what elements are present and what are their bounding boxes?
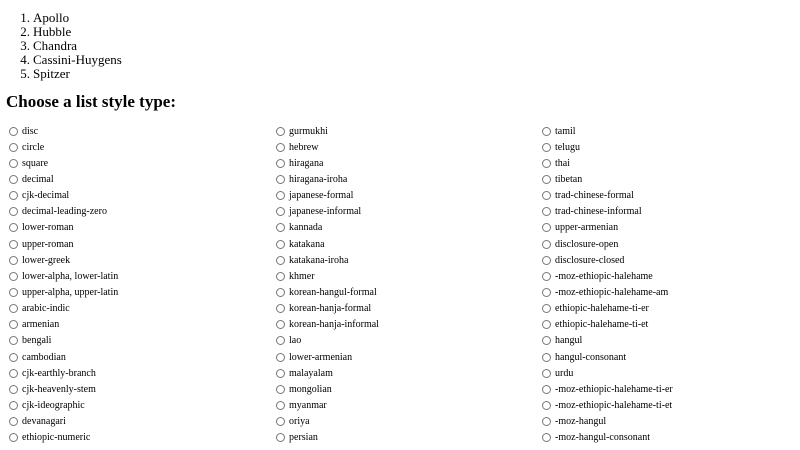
option-label: decimal-leading-zero — [22, 206, 107, 218]
radio-button[interactable] — [276, 191, 285, 200]
radio-button[interactable] — [276, 207, 285, 216]
list-style-option[interactable] — [542, 414, 673, 430]
option-label: decimal — [22, 173, 54, 185]
radio-button[interactable] — [542, 143, 551, 152]
list-style-option[interactable] — [9, 333, 118, 349]
radio-button[interactable] — [9, 288, 18, 297]
option-label: katakana — [289, 238, 325, 250]
option-label: hangul — [555, 335, 583, 347]
option-label: disclosure-closed — [555, 254, 625, 266]
sample-list-text: Apollo — [33, 10, 70, 25]
radio-button[interactable] — [276, 288, 285, 297]
option-label: bengali — [22, 335, 52, 347]
sample-list-text: Hubble — [33, 24, 72, 39]
list-style-option[interactable] — [9, 430, 118, 446]
radio-button[interactable] — [276, 433, 285, 442]
list-style-option[interactable] — [276, 397, 379, 413]
option-label: trad-chinese-formal — [555, 190, 634, 202]
list-style-option[interactable] — [542, 430, 673, 446]
radio-button[interactable] — [542, 353, 551, 362]
sample-list-text: Cassini-Huygens — [33, 52, 122, 67]
radio-button[interactable] — [276, 320, 285, 329]
list-style-option[interactable] — [9, 171, 118, 187]
radio-button[interactable] — [9, 191, 18, 200]
option-label: arabic-indic — [22, 303, 70, 315]
list-style-option[interactable] — [9, 349, 118, 365]
radio-button[interactable] — [276, 353, 285, 362]
radio-button[interactable] — [542, 433, 551, 442]
option-label: lower-roman — [22, 222, 74, 234]
radio-button[interactable] — [542, 320, 551, 329]
option-label: ethiopic-numeric — [22, 432, 91, 444]
radio-button[interactable] — [542, 207, 551, 216]
option-label: -moz-ethiopic-halehame — [555, 270, 653, 282]
option-label: -moz-ethiopic-halehame-ti-et — [555, 399, 673, 411]
list-style-option[interactable] — [276, 123, 379, 139]
radio-button[interactable] — [542, 336, 551, 345]
option-label: thai — [555, 157, 570, 169]
list-style-option[interactable] — [9, 381, 118, 397]
list-style-option[interactable] — [542, 171, 673, 187]
list-style-option[interactable] — [276, 268, 379, 284]
list-style-option[interactable] — [9, 301, 118, 317]
radio-button[interactable] — [9, 433, 18, 442]
radio-button[interactable] — [276, 159, 285, 168]
sample-list-item — [18, 67, 122, 81]
radio-button[interactable] — [542, 385, 551, 394]
option-label: lower-alpha, lower-latin — [22, 270, 119, 282]
list-style-option[interactable] — [9, 252, 118, 268]
list-style-option[interactable] — [276, 381, 379, 397]
option-label: urdu — [555, 367, 574, 379]
option-label: devanagari — [22, 416, 66, 428]
list-style-option[interactable] — [276, 220, 379, 236]
radio-button[interactable] — [276, 304, 285, 313]
option-label: hiragana-iroha — [289, 173, 348, 185]
radio-button[interactable] — [9, 127, 18, 136]
radio-button[interactable] — [276, 256, 285, 265]
list-style-option[interactable] — [542, 155, 673, 171]
option-label: cjk-decimal — [22, 190, 70, 202]
list-style-option[interactable] — [542, 268, 673, 284]
list-style-option[interactable] — [276, 349, 379, 365]
option-label: cjk-heavenly-stem — [22, 383, 96, 395]
option-label: cjk-earthly-branch — [22, 367, 96, 379]
list-style-option[interactable] — [542, 252, 673, 268]
list-marker: 5. — [20, 66, 30, 81]
option-label: katakana-iroha — [289, 254, 349, 266]
radio-button[interactable] — [9, 143, 18, 152]
sample-list-item — [18, 39, 122, 53]
radio-button[interactable] — [9, 336, 18, 345]
option-label: cjk-ideographic — [22, 399, 85, 411]
radio-button[interactable] — [9, 320, 18, 329]
sample-list-text: Spitzer — [33, 66, 70, 81]
radio-button[interactable] — [542, 175, 551, 184]
radio-button[interactable] — [276, 385, 285, 394]
list-style-option[interactable] — [542, 220, 673, 236]
list-style-option[interactable] — [9, 236, 118, 252]
option-label: japanese-formal — [289, 190, 354, 202]
list-style-option[interactable] — [542, 397, 673, 413]
radio-button[interactable] — [9, 159, 18, 168]
radio-button[interactable] — [276, 240, 285, 249]
option-label: ethiopic-halehame-ti-er — [555, 303, 649, 315]
list-style-option[interactable] — [9, 220, 118, 236]
options-column-1 — [9, 123, 118, 446]
radio-button[interactable] — [9, 417, 18, 426]
list-style-option[interactable] — [276, 204, 379, 220]
radio-button[interactable] — [542, 417, 551, 426]
option-label: -moz-ethiopic-halehame-ti-er — [555, 383, 673, 395]
list-style-option[interactable] — [276, 155, 379, 171]
list-style-option[interactable] — [542, 381, 673, 397]
sample-list-text: Chandra — [33, 38, 78, 53]
radio-button[interactable] — [9, 207, 18, 216]
option-label: myanmar — [289, 399, 327, 411]
option-label: tamil — [555, 125, 576, 137]
radio-button[interactable] — [276, 143, 285, 152]
list-style-option[interactable] — [9, 317, 118, 333]
list-style-option[interactable] — [276, 139, 379, 155]
option-label: khmer — [289, 270, 315, 282]
option-label: armenian — [22, 319, 60, 331]
list-style-option[interactable] — [9, 188, 118, 204]
list-style-option[interactable] — [9, 414, 118, 430]
radio-button[interactable] — [542, 256, 551, 265]
option-label: -moz-ethiopic-halehame-am — [555, 286, 669, 298]
option-label: upper-roman — [22, 238, 74, 250]
list-style-option[interactable] — [9, 123, 118, 139]
radio-button[interactable] — [9, 256, 18, 265]
list-style-option[interactable] — [276, 333, 379, 349]
list-style-option[interactable] — [542, 365, 673, 381]
option-label: hiragana — [289, 157, 324, 169]
list-style-option[interactable] — [542, 123, 673, 139]
radio-button[interactable] — [276, 336, 285, 345]
radio-button[interactable] — [542, 159, 551, 168]
radio-button[interactable] — [9, 304, 18, 313]
option-label: lower-armenian — [289, 351, 353, 363]
radio-button[interactable] — [542, 288, 551, 297]
radio-button[interactable] — [542, 401, 551, 410]
option-label: -moz-hangul-consonant — [555, 432, 650, 444]
list-style-option[interactable] — [276, 171, 379, 187]
list-marker: 4. — [20, 52, 30, 67]
option-label: cambodian — [22, 351, 66, 363]
list-style-option[interactable] — [542, 349, 673, 365]
list-style-option[interactable] — [276, 414, 379, 430]
option-label: mongolian — [289, 383, 332, 395]
list-style-option[interactable] — [542, 236, 673, 252]
radio-button[interactable] — [276, 417, 285, 426]
list-style-option[interactable] — [276, 252, 379, 268]
list-style-option[interactable] — [276, 236, 379, 252]
radio-button[interactable] — [276, 272, 285, 281]
option-label: japanese-informal — [289, 206, 362, 218]
radio-button[interactable] — [542, 272, 551, 281]
list-style-option[interactable] — [9, 365, 118, 381]
list-style-option[interactable] — [542, 284, 673, 300]
sample-list — [18, 11, 122, 81]
list-style-option[interactable] — [9, 284, 118, 300]
radio-button[interactable] — [9, 175, 18, 184]
option-label: telugu — [555, 141, 580, 153]
list-style-option[interactable] — [542, 188, 673, 204]
list-marker: 1. — [20, 10, 30, 25]
sample-list-item — [18, 11, 122, 25]
list-style-option[interactable] — [542, 139, 673, 155]
radio-button[interactable] — [542, 240, 551, 249]
list-style-option[interactable] — [276, 430, 379, 446]
option-label: circle — [22, 141, 45, 153]
list-style-option[interactable] — [542, 333, 673, 349]
options-column-3 — [542, 123, 673, 446]
option-label: kannada — [289, 222, 323, 234]
radio-button[interactable] — [276, 223, 285, 232]
option-label: ethiopic-halehame-ti-et — [555, 319, 649, 331]
list-style-option[interactable] — [9, 268, 118, 284]
sample-list-item — [18, 25, 122, 39]
list-style-option[interactable] — [9, 155, 118, 171]
option-label: lower-greek — [22, 254, 71, 266]
page-heading: Choose a list style type: — [6, 92, 176, 111]
radio-button[interactable] — [542, 304, 551, 313]
radio-button[interactable] — [542, 369, 551, 378]
option-label: gurmukhi — [289, 125, 328, 137]
radio-button[interactable] — [9, 385, 18, 394]
radio-button[interactable] — [276, 401, 285, 410]
radio-button[interactable] — [276, 175, 285, 184]
option-label: malayalam — [289, 367, 333, 379]
radio-button[interactable] — [542, 191, 551, 200]
radio-button[interactable] — [9, 369, 18, 378]
list-style-option[interactable] — [9, 397, 118, 413]
option-label: -moz-hangul — [555, 416, 607, 428]
option-label: square — [22, 157, 49, 169]
list-style-option[interactable] — [276, 317, 379, 333]
option-label: hangul-consonant — [555, 351, 627, 363]
list-style-option[interactable] — [9, 204, 118, 220]
option-label: oriya — [289, 416, 310, 428]
list-style-option[interactable] — [276, 188, 379, 204]
list-style-option[interactable] — [9, 139, 118, 155]
radio-button[interactable] — [542, 127, 551, 136]
radio-button[interactable] — [276, 369, 285, 378]
sample-list-item — [18, 53, 122, 67]
option-label: disc — [22, 125, 39, 137]
list-style-option[interactable] — [542, 204, 673, 220]
option-label: korean-hanja-informal — [289, 319, 379, 331]
list-marker: 2. — [20, 24, 30, 39]
radio-button[interactable] — [542, 223, 551, 232]
option-label: trad-chinese-informal — [555, 206, 642, 218]
radio-button[interactable] — [9, 353, 18, 362]
option-label: upper-armenian — [555, 222, 619, 234]
radio-button[interactable] — [9, 401, 18, 410]
radio-button[interactable] — [9, 240, 18, 249]
list-style-option[interactable] — [276, 365, 379, 381]
option-label: disclosure-open — [555, 238, 619, 250]
option-label: korean-hangul-formal — [289, 286, 377, 298]
list-marker: 3. — [20, 38, 30, 53]
list-style-option[interactable] — [276, 301, 379, 317]
list-style-option[interactable] — [276, 284, 379, 300]
list-style-option[interactable] — [542, 317, 673, 333]
list-style-option[interactable] — [542, 301, 673, 317]
option-label: persian — [289, 432, 318, 444]
option-label: tibetan — [555, 173, 583, 185]
option-label: korean-hanja-formal — [289, 303, 372, 315]
option-label: lao — [289, 335, 302, 347]
radio-button[interactable] — [9, 223, 18, 232]
option-label: hebrew — [289, 141, 319, 153]
radio-button[interactable] — [9, 272, 18, 281]
options-column-2 — [276, 123, 379, 446]
radio-button[interactable] — [276, 127, 285, 136]
option-label: upper-alpha, upper-latin — [22, 286, 119, 298]
